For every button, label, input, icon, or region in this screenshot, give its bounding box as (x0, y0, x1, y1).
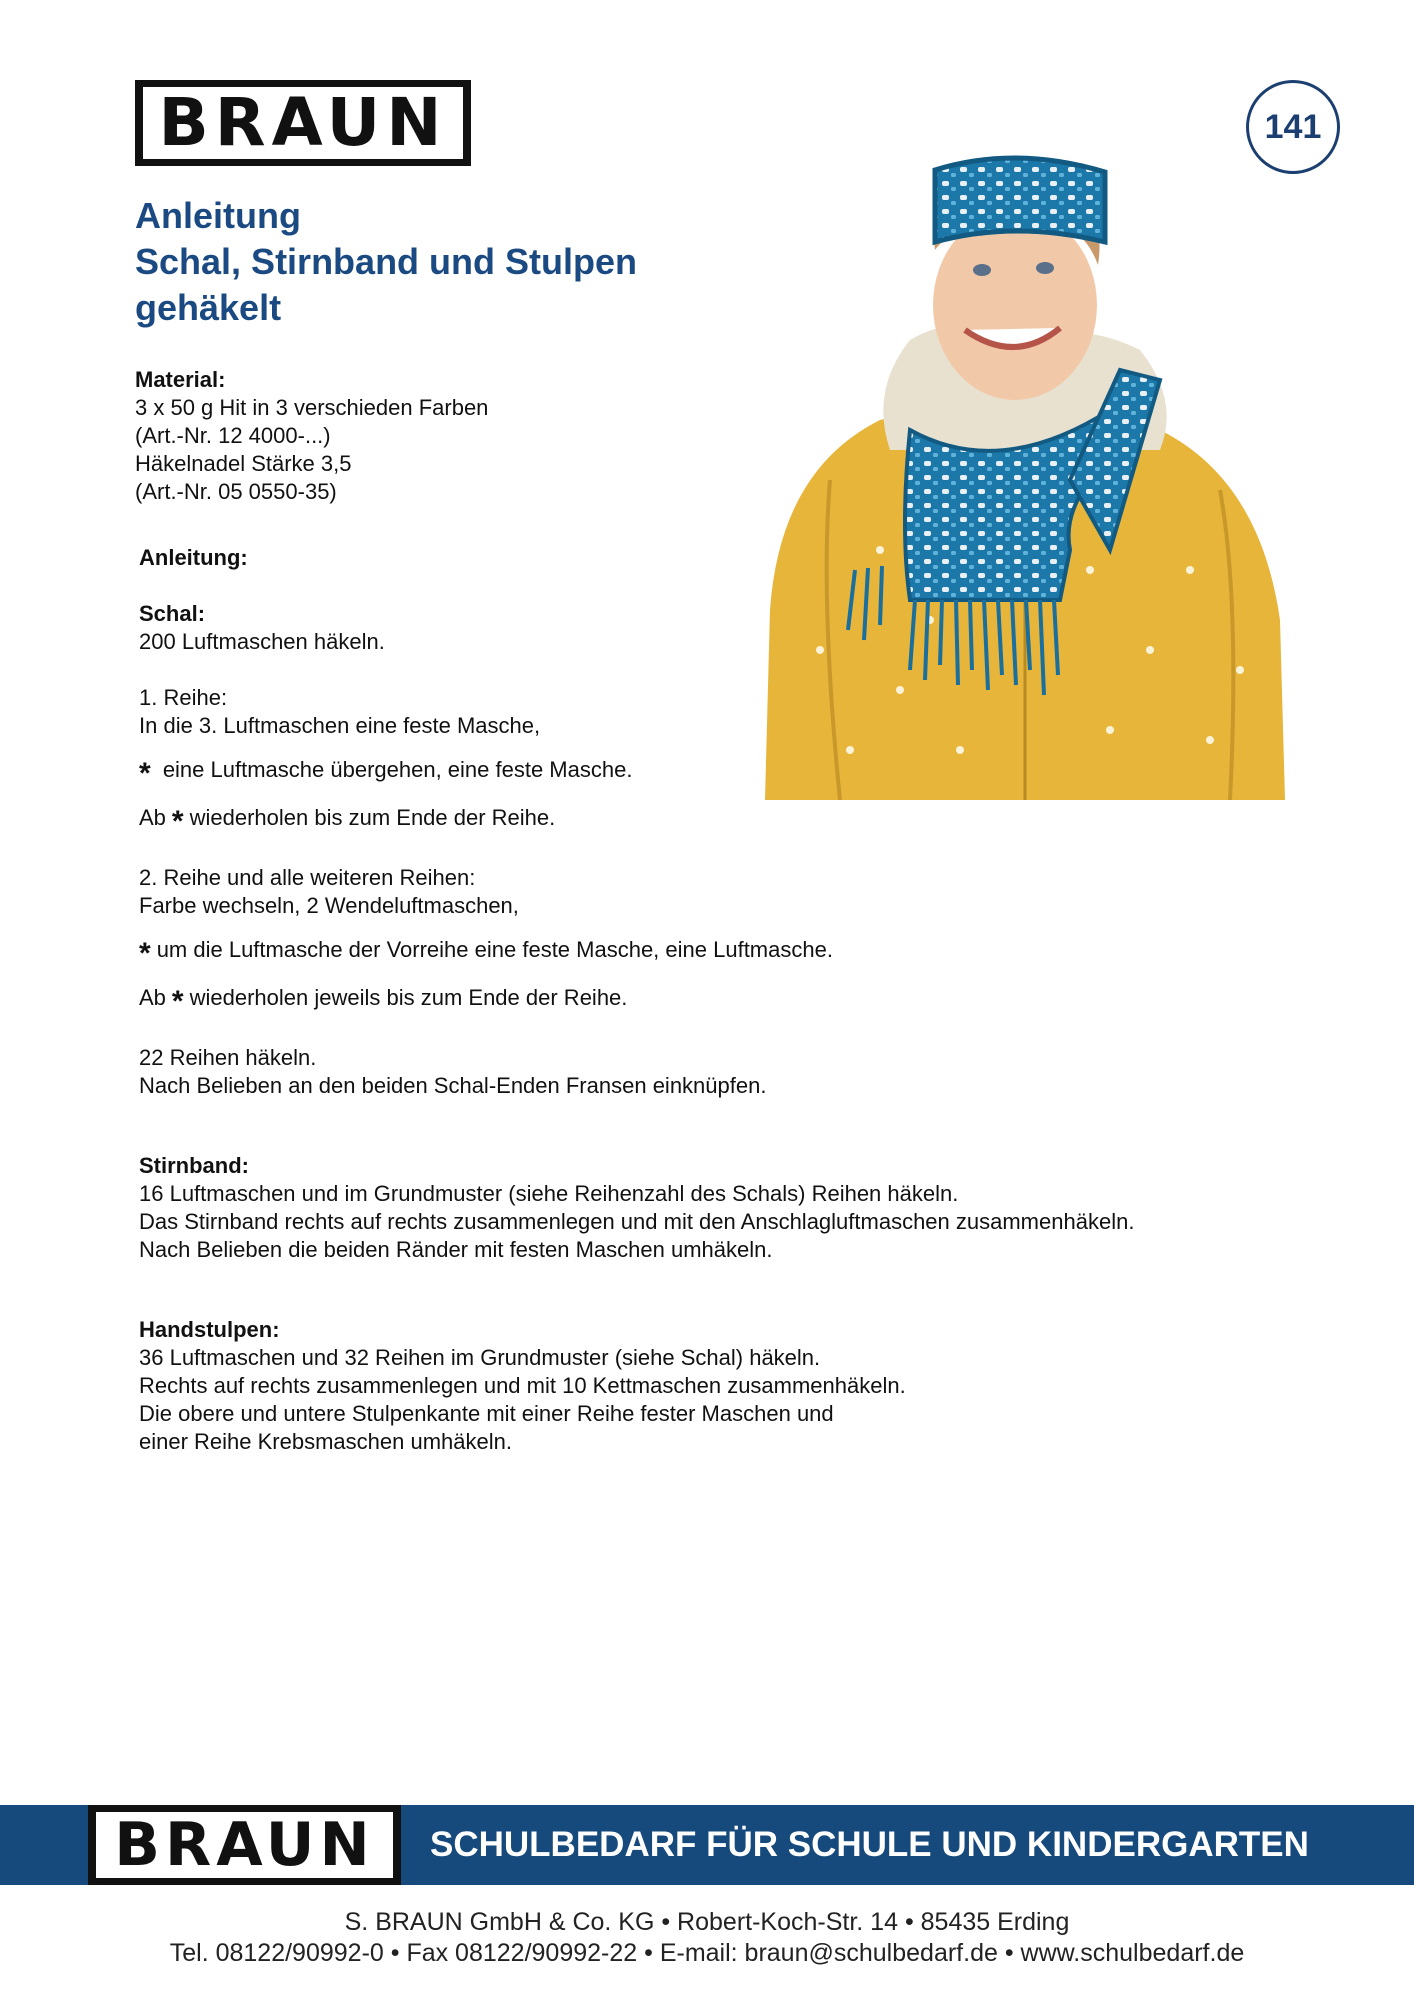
footer-tagline: SCHULBEDARF FÜR SCHULE UND KINDERGARTEN (430, 1825, 1309, 1864)
spacer (139, 1100, 1339, 1152)
rows-line: 22 Reihen häkeln. (139, 1045, 317, 1070)
asterisk: * (171, 985, 184, 1018)
asterisk: * (139, 757, 151, 790)
braun-logo-footer (88, 1805, 401, 1885)
spacer (139, 788, 1339, 804)
spacer (139, 1016, 1339, 1044)
row2-repeat-end (139, 984, 1339, 1016)
footer-address (0, 1907, 1414, 1969)
handstulpen-line: 36 Luftmaschen und 32 Reihen im Grundmuster (siehe Schal) häkeln. (139, 1345, 821, 1370)
title-line: Schal, Stirnband und Stulpen (135, 241, 638, 282)
row2-repeat-end-text: wiederholen jeweils bis zum Ende der Reihe. (189, 985, 628, 1010)
stirnband-line: Das Stirnband rechts auf rechts zusammenlegen und mit den Anschlagluftmaschen zusammenhäkeln. (139, 1209, 1135, 1234)
row2-line: Farbe wechseln, 2 Wendeluftmaschen, (139, 893, 519, 918)
stirnband-heading: Stirnband: (139, 1153, 249, 1178)
instructions-section (139, 544, 1339, 1456)
spacer (139, 572, 1339, 600)
spacer (139, 656, 1339, 684)
page-number: 141 (1264, 107, 1322, 146)
contact-line: Tel. 08122/90992-0 • Fax 08122/90992-22 • E-mail: braun@schulbedarf.de • www.schulbedarf.de (169, 1939, 1245, 1967)
headband (935, 158, 1105, 242)
logo-inner (96, 1812, 393, 1878)
material-line: 3 x 50 g Hit in 3 verschieden Farben (135, 395, 489, 420)
material-line: (Art.-Nr. 12 4000-...) (135, 423, 331, 448)
row1-repeat-end-text: wiederholen bis zum Ende der Reihe. (189, 805, 556, 830)
spacer (139, 1264, 1339, 1316)
address-line: S. BRAUN GmbH & Co. KG • Robert-Koch-Str. 14 • 85435 Erding (344, 1908, 1070, 1936)
row2-heading: 2. Reihe und alle weiteren Reihen: (139, 865, 476, 890)
schal-intro: 200 Luftmaschen häkeln. (139, 629, 385, 654)
braun-logo (135, 80, 471, 166)
handstulpen-heading: Handstulpen: (139, 1317, 280, 1342)
material-heading: Material: (135, 367, 226, 392)
logo-text: BRAUN (114, 1810, 375, 1880)
handstulpen-line: einer Reihe Krebsmaschen umhäkeln. (139, 1429, 512, 1454)
stirnband-line: 16 Luftmaschen und im Grundmuster (siehe Reihenzahl des Schals) Reihen häkeln. (139, 1181, 959, 1206)
handstulpen-line: Rechts auf rechts zusammenlegen und mit 10 Kettmaschen zusammenhäkeln. (139, 1373, 906, 1398)
fringe-line: Nach Belieben an den beiden Schal-Enden Fransen einknüpfen. (139, 1073, 767, 1098)
stirnband-line: Nach Belieben die beiden Ränder mit festen Maschen umhäkeln. (139, 1237, 773, 1262)
instructions-heading: Anleitung: (139, 545, 248, 570)
title-line: Anleitung (135, 195, 301, 236)
row1-repeat (139, 756, 1339, 788)
material-line: (Art.-Nr. 05 0550-35) (135, 479, 337, 504)
title-line: gehäkelt (135, 287, 282, 328)
spacer (139, 836, 1339, 864)
row1-line: In die 3. Luftmaschen eine feste Masche, (139, 713, 541, 738)
spacer (139, 920, 1339, 936)
row1-repeat-text: eine Luftmasche übergehen, eine feste Masche. (162, 757, 633, 782)
logo-text: BRAUN (158, 84, 448, 161)
logo-inner (143, 84, 463, 161)
ab-label: Ab (139, 985, 166, 1010)
spacer (139, 740, 1339, 756)
row2-repeat-text: um die Luftmasche der Vorreihe eine feste Masche, eine Luftmasche. (156, 937, 833, 962)
spacer (139, 968, 1339, 984)
ab-label: Ab (139, 805, 166, 830)
row1-heading: 1. Reihe: (139, 685, 228, 710)
row2-repeat (139, 936, 1339, 968)
asterisk: * (139, 937, 151, 970)
page-title (135, 193, 735, 331)
handstulpen-line: Die obere und untere Stulpenkante mit einer Reihe fester Maschen und (139, 1401, 834, 1426)
asterisk: * (171, 805, 184, 838)
schal-heading: Schal: (139, 601, 206, 626)
material-line: Häkelnadel Stärke 3,5 (135, 451, 352, 476)
material-section (135, 366, 695, 506)
row1-repeat-end (139, 804, 1339, 836)
